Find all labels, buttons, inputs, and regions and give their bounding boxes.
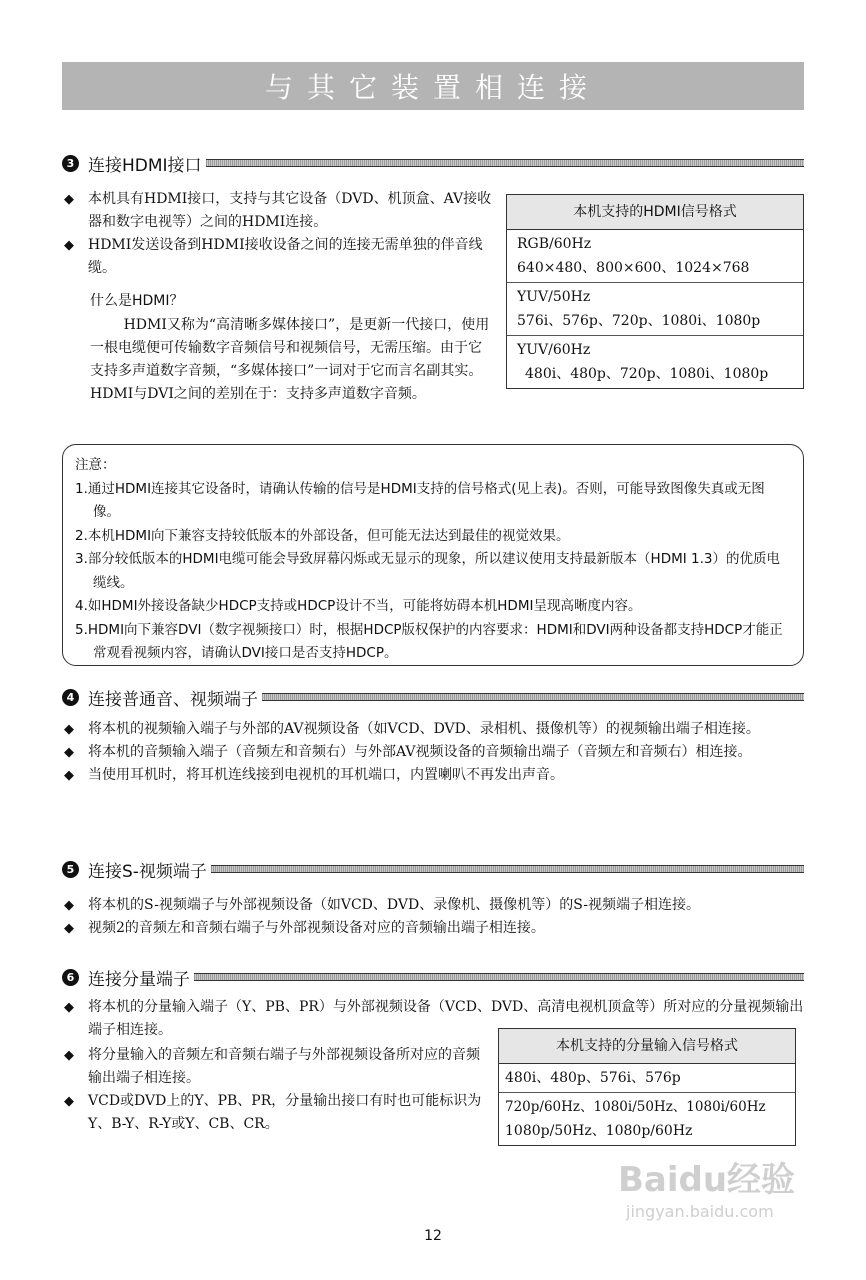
bullet-item: ◆ 将本机的S-视频端子与外部视频设备（如VCD、DVD、录像机、摄像机等）的S-视频端子相连接。 — [62, 894, 804, 917]
section-divider — [262, 693, 804, 701]
section-hdmi-heading — [62, 152, 804, 174]
section-title: 连接S-视频端子 — [88, 861, 207, 882]
hdmi-format-table — [506, 194, 804, 389]
note-item: 3.部分较低版本的HDMI电缆可能会导致屏幕闪烁或无显示的现象，所以建议使用支持最新版本（HDMI 1.3）的优质电缆线。 — [75, 551, 780, 591]
watermark-brand: Baidu经验 — [618, 1160, 796, 1200]
component-bullets — [62, 1044, 490, 1136]
table-row — [507, 283, 803, 336]
section-title: 连接HDMI接口 — [88, 155, 202, 176]
page-title: 与其它装置相连接 — [62, 62, 804, 110]
table-header: 本机支持的HDMI信号格式 — [507, 195, 803, 230]
section-number-badge: 6 — [62, 969, 79, 986]
bullet-item: ◆ 当使用耳机时，将耳机连线接到电视机的耳机端口，内置喇叭不再发出声音。 — [62, 764, 804, 787]
table-cell: 720p/60Hz、1080i/50Hz、1080i/60Hz — [505, 1099, 766, 1115]
section-divider — [206, 159, 804, 167]
note-item: 5.HDMI向下兼容DVI（数字视频接口）时，根据HDCP版权保护的内容要求：HDMI和DVI两种设备都支持HDCP才能正常观看视频内容，请确认DVI接口是否支持HDCP。 — [75, 621, 783, 661]
svideo-bullets — [62, 894, 804, 940]
note-item: 4.如HDMI外接设备缺少HDCP支持或HDCP设计不当，可能将妨碍本机HDMI呈现高晰度内容。 — [75, 598, 642, 614]
table-row — [499, 1064, 795, 1093]
section-component-heading — [62, 966, 804, 988]
section-title: 连接普通音、视频端子 — [88, 689, 258, 710]
hdmi-bullets — [62, 188, 494, 280]
note-title: 注意： — [75, 457, 116, 473]
table-row — [499, 1093, 795, 1145]
section-number-badge: 5 — [62, 861, 79, 878]
note-item: 1.通过HDMI连接其它设备时，请确认传输的信号是HDMI支持的信号格式(见上表)。否则，可能导致图像失真或无图像。 — [75, 480, 765, 520]
what-is-hdmi-text: HDMI又称为“高清晰多媒体接口”，是更新一代接口，使用一根电缆便可传输数字音频信号和视频信号，无需压缩。由于它支持多声道数字音频，“多媒体接口”一词对于它而言名副其实。HDMI与DVI之间的差别在于：支持多声道数字音频。 — [90, 317, 490, 402]
bullet-item: ◆ 将本机的分量输入端子（Y、PB、PR）与外部视频设备（VCD、DVD、高清电视机顶盒等）所对应的分量视频输出端子相连接。 — [62, 996, 804, 1042]
bullet-item: ◆ 将本机的音频输入端子（音频左和音频右）与外部AV视频设备的音频输出端子（音频左和音频右）相连接。 — [62, 741, 804, 764]
table-row — [507, 230, 803, 283]
table-cell: YUV/60Hz — [517, 342, 591, 358]
av-bullets — [62, 718, 804, 787]
section-av-heading — [62, 686, 804, 708]
page-number: 12 — [424, 1228, 442, 1244]
table-cell: 480i、480p、720p、1080i、1080p — [525, 366, 769, 382]
bullet-item: ◆ 将本机的视频输入端子与外部的AV视频设备（如VCD、DVD、录相机、摄像机等）的视频输出端子相连接。 — [62, 718, 804, 741]
table-row — [507, 336, 803, 388]
table-header: 本机支持的分量输入信号格式 — [499, 1029, 795, 1064]
section-number-badge: 3 — [62, 155, 79, 172]
bullet-item: ◆ HDMI发送设备到HDMI接收设备之间的连接无需单独的伴音线缆。 — [62, 234, 494, 280]
component-format-table — [498, 1028, 796, 1146]
section-divider — [211, 865, 804, 873]
table-cell: 576i、576p、720p、1080i、1080p — [517, 313, 761, 329]
bullet-item: ◆ 视频2的音频左和音频右端子与外部视频设备对应的音频输出端子相连接。 — [62, 917, 804, 940]
table-cell: YUV/50Hz — [517, 289, 591, 305]
bullet-item: ◆ 将分量输入的音频左和音频右端子与外部视频设备所对应的音频输出端子相连接。 — [62, 1044, 490, 1090]
table-cell: 480i、480p、576i、576p — [505, 1070, 681, 1086]
section-divider — [194, 973, 804, 981]
bullet-item: ◆ VCD或DVD上的Y、PB、PR，分量输出接口有时也可能标识为Y、B-Y、R-Y或Y、CB、CR。 — [62, 1090, 490, 1136]
table-cell: RGB/60Hz — [517, 236, 592, 252]
section-number-badge: 4 — [62, 689, 79, 706]
section-svideo-heading — [62, 858, 804, 880]
watermark-url: jingyan.baidu.com — [626, 1202, 774, 1221]
table-cell: 640×480、800×600、1024×768 — [517, 260, 750, 276]
note-item: 2.本机HDMI向下兼容支持较低版本的外部设备，但可能无法达到最佳的视觉效果。 — [75, 527, 570, 544]
section-title: 连接分量端子 — [88, 969, 190, 990]
note-box — [62, 444, 804, 666]
table-cell: 1080p/50Hz、1080p/60Hz — [505, 1123, 693, 1139]
what-is-hdmi-title: 什么是HDMI？ — [90, 293, 184, 309]
bullet-item: ◆ 本机具有HDMI接口，支持与其它设备（DVD、机顶盒、AV接收器和数字电视等）之间的HDMI连接。 — [62, 188, 494, 234]
